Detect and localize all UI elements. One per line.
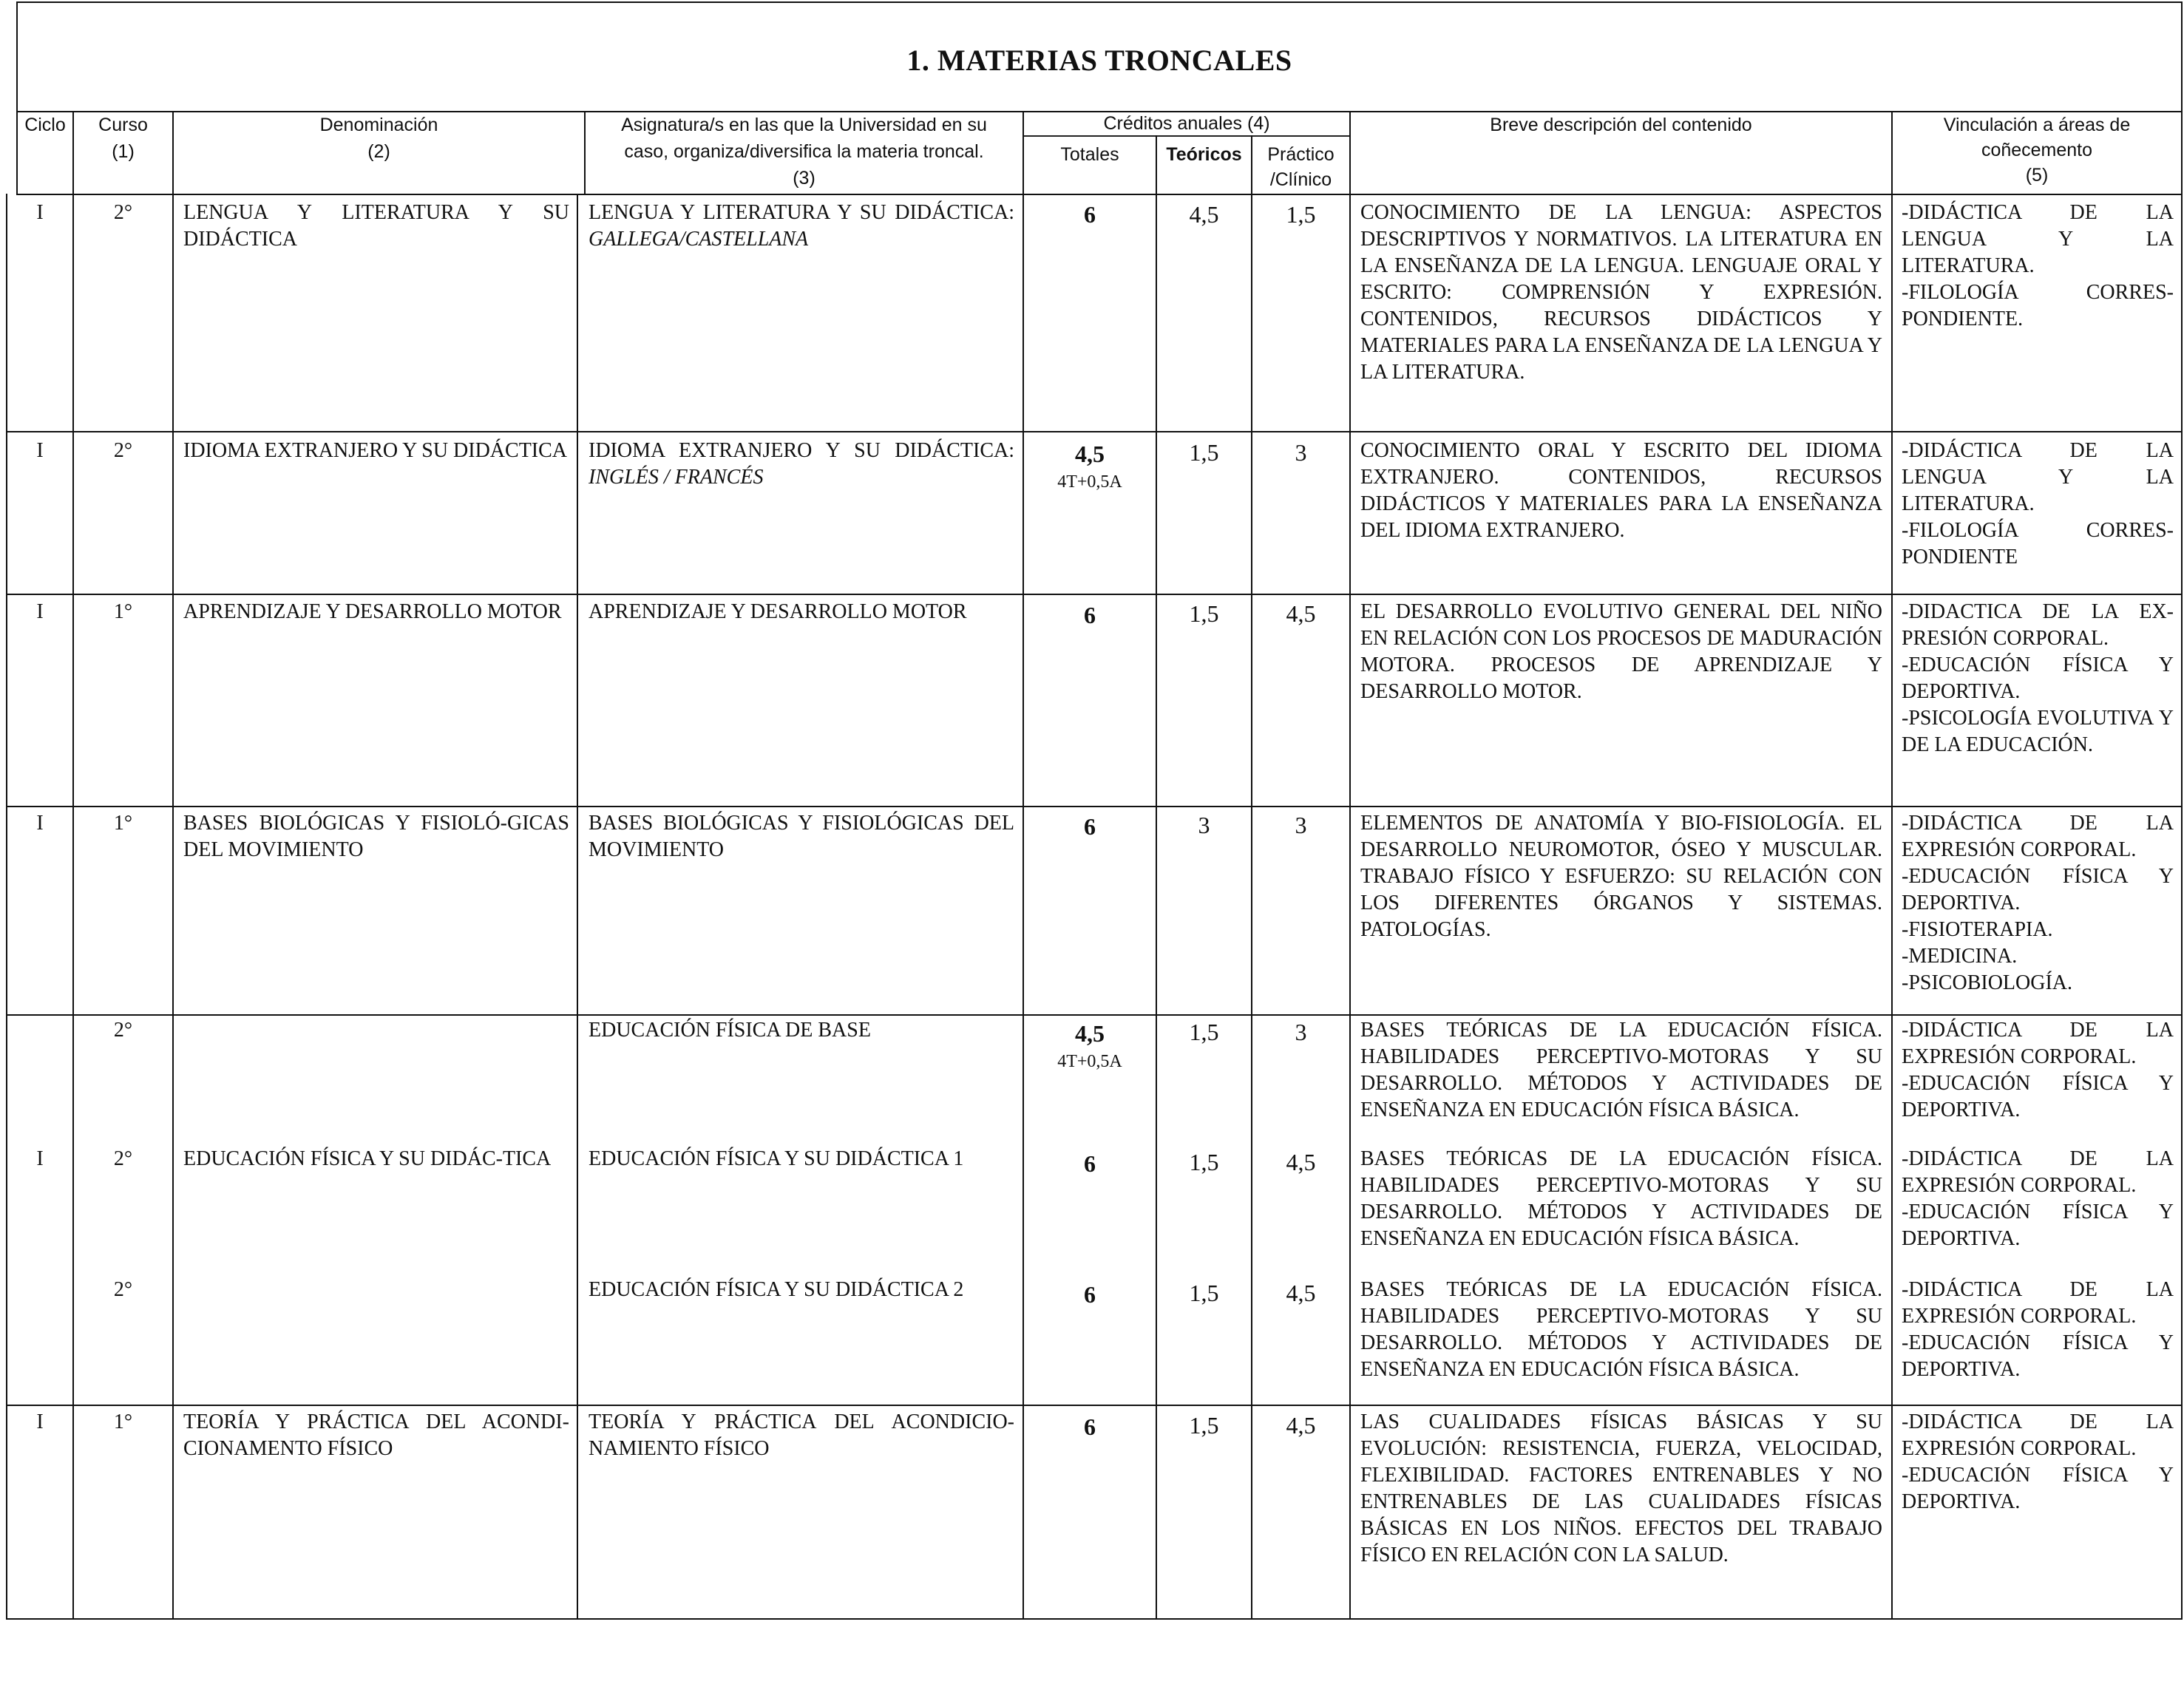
area-item: -DIDÁCTICA DE LA EXPRESIÓN CORPORAL.	[1902, 1019, 2174, 1068]
cell-totales: 6	[1084, 201, 1096, 228]
cell-areas	[1902, 200, 2174, 333]
row-separator	[6, 594, 2183, 595]
cell-curso: 2°	[113, 1019, 133, 1042]
cell-teoricos: 1,5	[1189, 1019, 1219, 1045]
cell-descripcion: BASES TEÓRICAS DE LA EDUCACIÓN FÍSICA. HABILIDADES PERCEPTIVO-MOTORAS Y SU DESARROLLO. MÉTODOS Y ACTIVIDADES DE ENSEÑANZA EN EDUCACIÓN FÍSICA BÁSICA.	[1360, 1147, 1882, 1250]
cell-practicos: 4,5	[1286, 600, 1316, 627]
cell-practicos: 3	[1295, 439, 1307, 466]
cell-areas	[1902, 1017, 2174, 1124]
cell-descripcion: ELEMENTOS DE ANATOMÍA Y BIO-FISIOLOGÍA. EL DESARROLLO NEUROMOTOR, ÓSEO Y MUSCULAR. TRABAJO FÍSICO Y ESFUERZO: SU RELACIÓN CON LOS DIFERENTES ÓRGANOS Y SISTEMAS. PATOLOGÍAS.	[1360, 812, 1882, 941]
cell-asignatura	[589, 599, 1014, 625]
header-denominacion: Denominación	[319, 115, 438, 135]
row-separator	[6, 1405, 2183, 1406]
cell-practicos: 4,5	[1286, 1149, 1316, 1175]
cell-asignatura: EDUCACIÓN FÍSICA Y SU DIDÁCTICA 2	[589, 1278, 964, 1301]
cell-areas	[1902, 1409, 2174, 1515]
row-separator	[6, 431, 2183, 432]
cell-asignatura: EDUCACIÓN FÍSICA DE BASE	[589, 1019, 871, 1042]
cell-teoricos: 1,5	[1189, 1280, 1219, 1306]
area-item: -PSICOBIOLOGÍA.	[1902, 971, 2072, 994]
cell-curso: 2°	[113, 201, 133, 224]
area-item: -EDUCACIÓN FÍSICA Y DEPORTIVA.	[1902, 1464, 2174, 1513]
area-item: -DIDÁCTICA DE LA EXPRESIÓN CORPORAL.	[1902, 812, 2174, 861]
asignatura-text: LENGUA Y LITERATURA Y SU DIDÁCTICA:	[589, 201, 1014, 224]
header-asignatura-line1: Asignatura/s en las que la Universidad en su	[621, 115, 987, 135]
cell-totales: 4,5	[1075, 441, 1105, 467]
cell-areas	[1902, 599, 2174, 758]
cell-ciclo: I	[36, 201, 44, 224]
title-box	[16, 1, 2183, 112]
area-item: -EDUCACIÓN FÍSICA Y DEPORTIVA.	[1902, 1331, 2174, 1381]
cell-curso: 1°	[113, 1410, 133, 1433]
area-item: -MEDICINA.	[1902, 945, 2018, 968]
cell-teoricos: 3	[1198, 812, 1210, 838]
cell-ciclo: I	[36, 439, 44, 462]
cell-teoricos: 1,5	[1189, 600, 1219, 627]
area-item: -EDUCACIÓN FÍSICA Y DEPORTIVA.	[1902, 1201, 2174, 1250]
header-teoricos: Teóricos	[1166, 144, 1242, 165]
header-practico-line2: /Clínico	[1269, 169, 1332, 190]
cell-descripcion: BASES TEÓRICAS DE LA EDUCACIÓN FÍSICA. HABILIDADES PERCEPTIVO-MOTORAS Y SU DESARROLLO. MÉTODOS Y ACTIVIDADES DE ENSEÑANZA EN EDUCACIÓN FÍSICA BÁSICA.	[1360, 1278, 1882, 1381]
header-totales: Totales	[1060, 144, 1119, 165]
cell-totales: 6	[1084, 1281, 1096, 1308]
cell-curso: 2°	[113, 1147, 133, 1170]
area-item: -EDUCACIÓN FÍSICA Y DEPORTIVA.	[1902, 865, 2174, 914]
cell-practicos: 4,5	[1286, 1280, 1316, 1306]
header-curso: Curso	[98, 115, 148, 135]
cell-descripcion: CONOCIMIENTO DE LA LENGUA: ASPECTOS DESCRIPTIVOS Y NORMATIVOS. LA LITERATURA EN LA ENSEÑANZA DE LA LENGUA. LENGUAJE ORAL Y ESCRITO: COMPRENSIÓN Y EXPRESIÓN. CONTENIDOS, RECURSOS DIDÁCTICOS Y MATERIALES PARA LA ENSEÑANZA DE LA LENGUA Y LA LITERATURA.	[1360, 201, 1882, 384]
area-item: -EDUCACIÓN FÍSICA Y DEPORTIVA.	[1902, 1072, 2174, 1121]
asignatura-text: BASES BIOLÓGICAS Y FISIOLÓGICAS DEL MOVIMIENTO	[589, 812, 1014, 861]
area-item: -DIDÁCTICA DE LA EXPRESIÓN CORPORAL.	[1902, 1410, 2174, 1460]
cell-asignatura: EDUCACIÓN FÍSICA Y SU DIDÁCTICA 1	[589, 1147, 964, 1170]
area-item: -FILOLOGÍA CORRES-PONDIENTE	[1902, 519, 2174, 568]
cell-descripcion: CONOCIMIENTO ORAL Y ESCRITO DEL IDIOMA EXTRANJERO. CONTENIDOS, RECURSOS DIDÁCTICOS Y MATERIALES PARA LA ENSEÑANZA DEL IDIOMA EXTRANJERO.	[1360, 439, 1882, 542]
cell-areas	[1902, 1277, 2174, 1383]
cell-teoricos: 4,5	[1189, 201, 1219, 228]
asignatura-text: APRENDIZAJE Y DESARROLLO MOTOR	[589, 600, 967, 623]
asignatura-text: TEORÍA Y PRÁCTICA DEL ACONDICIO-NAMIENTO FÍSICO	[589, 1410, 1014, 1460]
cell-asignatura	[589, 810, 1014, 863]
asignatura-italic-text: GALLEGA/CASTELLANA	[589, 228, 809, 251]
header-asignatura-line2: caso, organiza/diversifica la materia troncal.	[624, 141, 984, 162]
area-item: -PSICOLOGÍA EVOLUTIVA Y DE LA EDUCACIÓN.	[1902, 707, 2174, 756]
cell-descripcion: BASES TEÓRICAS DE LA EDUCACIÓN FÍSICA. HABILIDADES PERCEPTIVO-MOTORAS Y SU DESARROLLO. MÉTODOS Y ACTIVIDADES DE ENSEÑANZA EN EDUCACIÓN FÍSICA BÁSICA.	[1360, 1019, 1882, 1121]
cell-ciclo: I	[36, 600, 44, 623]
cell-denominacion: BASES BIOLÓGICAS Y FISIOLÓ-GICAS DEL MOVIMIENTO	[183, 812, 569, 861]
cell-descripcion: LAS CUALIDADES FÍSICAS BÁSICAS Y SU EVOLUCIÓN: RESISTENCIA, FUERZA, VELOCIDAD, FLEXIBILIDAD. FACTORES ENTRENABLES Y NO ENTRENABLES DE LAS CUALIDADES FÍSICAS BÁSICAS EN LOS NIÑOS. EFECTOS DEL TRABAJO FÍSICO EN RELACIÓN CON LA SALUD.	[1360, 1410, 1882, 1566]
cell-denominacion: IDIOMA EXTRANJERO Y SU DIDÁCTICA	[183, 439, 568, 462]
cell-practicos: 3	[1295, 812, 1307, 838]
cell-teoricos: 1,5	[1189, 439, 1219, 466]
cell-denominacion: EDUCACIÓN FÍSICA Y SU DIDÁC-TICA	[183, 1147, 552, 1170]
cell-areas	[1902, 438, 2174, 571]
cell-totales-note: 4T+0,5A	[1057, 472, 1122, 492]
cell-practicos: 3	[1295, 1019, 1307, 1045]
cell-totales: 6	[1084, 1150, 1096, 1177]
cell-teoricos: 1,5	[1189, 1149, 1219, 1175]
cell-areas	[1902, 810, 2174, 997]
cell-totales: 6	[1084, 602, 1096, 628]
area-item: -DIDÁCTICA DE LA LENGUA Y LA LITERATURA.	[1902, 201, 2174, 277]
row-separator	[6, 806, 2183, 807]
header-vline	[2181, 111, 2183, 195]
cell-asignatura	[589, 200, 1014, 253]
cell-descripcion: EL DESARROLLO EVOLUTIVO GENERAL DEL NIÑO EN RELACIÓN CON LOS PROCESOS DE MADURACIÓN MOTORA. PROCESOS DE APRENDIZAJE Y DESARROLLO MOTOR.	[1360, 600, 1882, 703]
cell-practicos: 1,5	[1286, 201, 1316, 228]
row-separator	[6, 1014, 2183, 1016]
cell-denominacion: APRENDIZAJE Y DESARROLLO MOTOR	[183, 600, 562, 623]
cell-asignatura	[589, 1409, 1014, 1462]
header-creditos: Créditos anuales (4)	[1103, 113, 1270, 134]
header-bottom-line	[16, 194, 2183, 195]
header-vinculacion-note: (5)	[2025, 165, 2049, 186]
cell-totales: 4,5	[1075, 1020, 1105, 1047]
table-bottom-line	[6, 1618, 2183, 1620]
cell-curso: 2°	[113, 439, 133, 462]
header-vinculacion-line1: Vinculación a áreas de	[1943, 115, 2131, 135]
header-descripcion: Breve descripción del contenido	[1490, 115, 1752, 135]
area-item: -FILOLOGÍA CORRES-PONDIENTE.	[1902, 281, 2174, 330]
header-asignatura-note: (3)	[793, 168, 815, 189]
cell-denominacion: TEORÍA Y PRÁCTICA DEL ACONDI-CIONAMENTO FÍSICO	[183, 1410, 569, 1460]
cell-ciclo: I	[36, 1147, 44, 1170]
cell-teoricos: 1,5	[1189, 1412, 1219, 1439]
cell-denominacion: LENGUA Y LITERATURA Y SU DIDÁCTICA	[183, 201, 569, 251]
cell-ciclo: I	[36, 1410, 44, 1433]
header-curso-note: (1)	[112, 141, 135, 162]
area-item: -DIDÁCTICA DE LA EXPRESIÓN CORPORAL.	[1902, 1147, 2174, 1197]
area-item: -DIDÁCTICA DE LA EXPRESIÓN CORPORAL.	[1902, 1278, 2174, 1328]
header-practico-line1: Práctico	[1267, 144, 1335, 165]
cell-curso: 1°	[113, 600, 133, 623]
area-item: -EDUCACIÓN FÍSICA Y DEPORTIVA.	[1902, 653, 2174, 703]
cell-curso: 1°	[113, 812, 133, 835]
page-title: 1. MATERIAS TRONCALES	[906, 44, 1292, 77]
cell-areas	[1902, 1146, 2174, 1252]
cell-curso: 2°	[113, 1278, 133, 1301]
cell-practicos: 4,5	[1286, 1412, 1316, 1439]
cell-totales: 6	[1084, 1413, 1096, 1440]
header-denominacion-note: (2)	[367, 141, 390, 162]
cell-ciclo: I	[36, 812, 44, 835]
header-vinculacion-line2: coñecemento	[1981, 140, 2093, 160]
header-ciclo: Ciclo	[24, 115, 66, 135]
area-item: -DIDÁCTICA DE LA LENGUA Y LA LITERATURA.	[1902, 439, 2174, 515]
cell-totales: 6	[1084, 813, 1096, 840]
asignatura-text: IDIOMA EXTRANJERO Y SU DIDÁCTICA:	[589, 439, 1014, 462]
cell-asignatura	[589, 438, 1014, 491]
area-item: -DIDACTICA DE LA EX-PRESIÓN CORPORAL.	[1902, 600, 2174, 650]
asignatura-italic-text: INGLÉS / FRANCÉS	[589, 466, 764, 489]
area-item: -FISIOTERAPIA.	[1902, 918, 2053, 941]
cell-totales-note: 4T+0,5A	[1057, 1052, 1122, 1071]
